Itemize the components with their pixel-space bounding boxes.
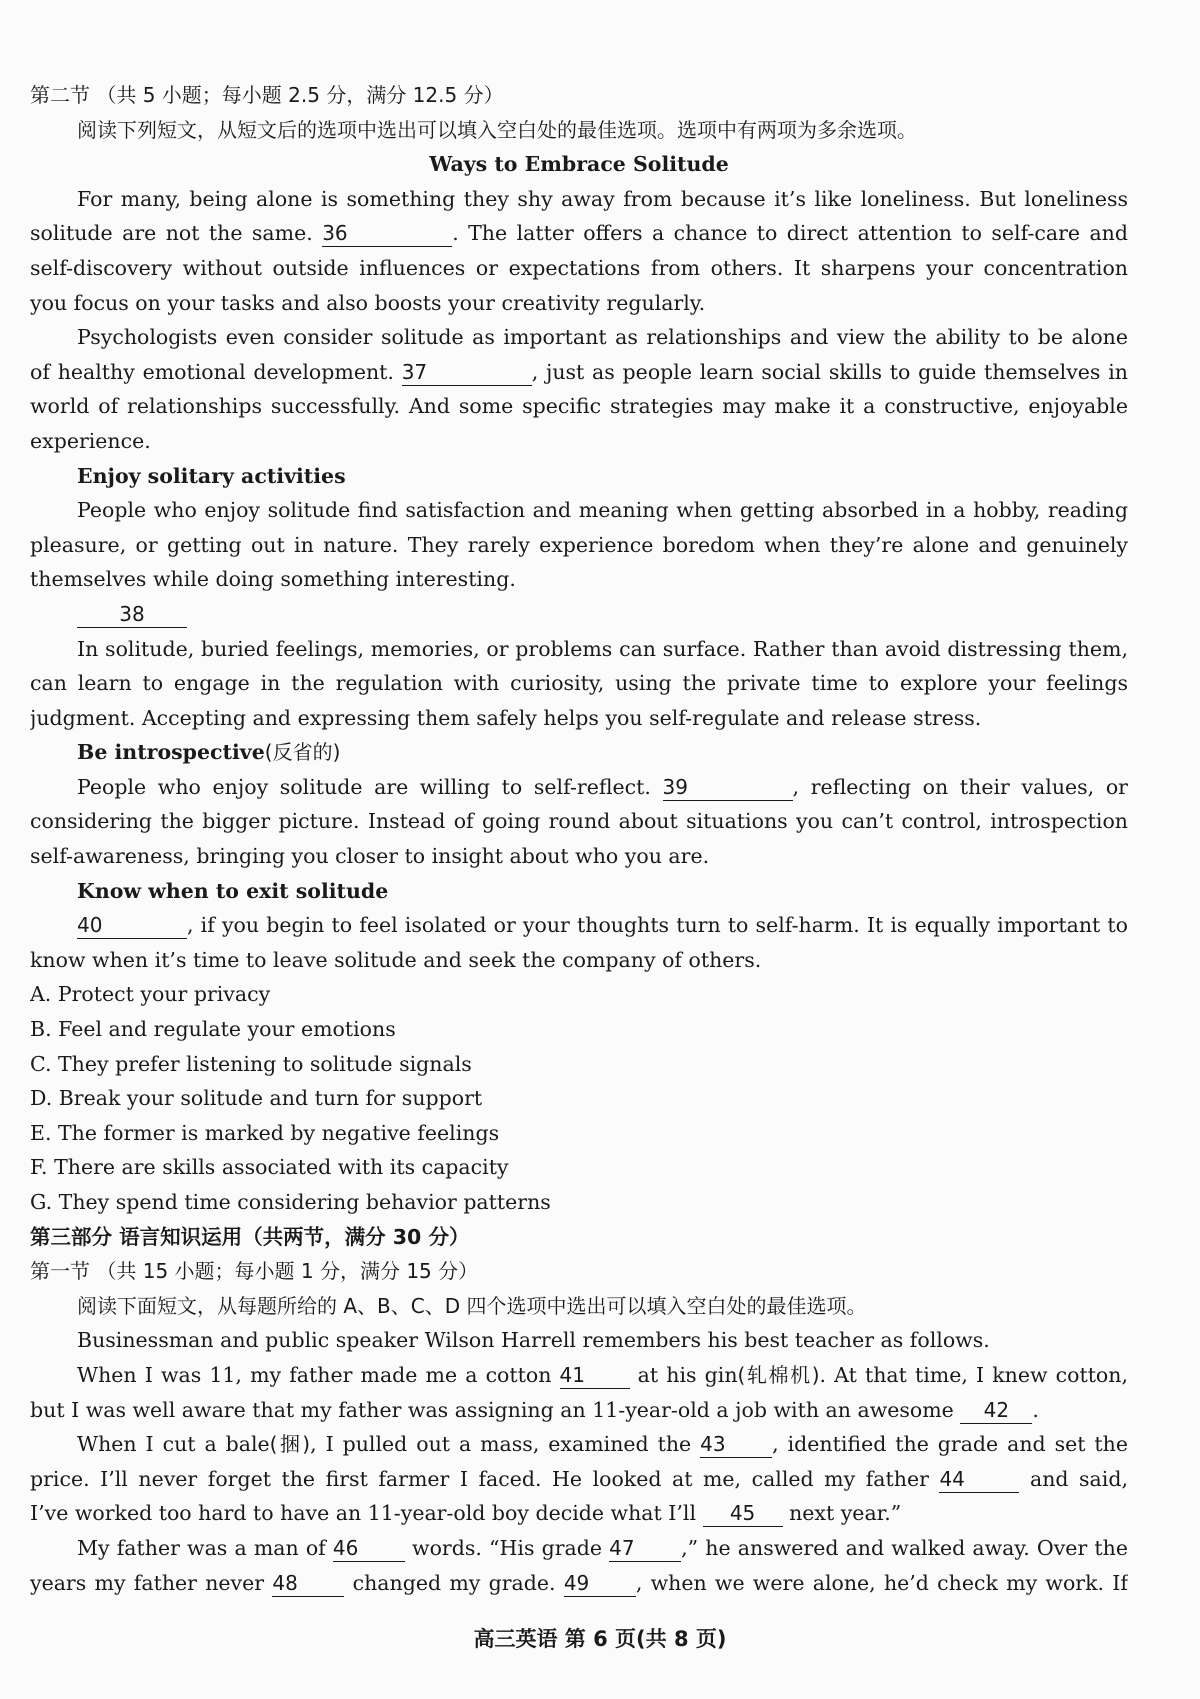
paragraph-line xyxy=(30,1496,1128,1531)
subheading xyxy=(30,735,1128,770)
passage-title: Ways to Embrace Solitude xyxy=(429,152,729,177)
subheading: Enjoy solitary activities xyxy=(77,463,346,488)
paragraph-line: judgment. Accepting and expressing them safely helps you self-regulate and release stress. xyxy=(30,705,982,730)
text: , I pulled out a mass, examined the xyxy=(310,1432,692,1457)
page-footer: 高三英语 第 6 页(共 8 页) xyxy=(473,1627,727,1651)
paragraph-line: In solitude, buried feelings, memories, or problems can surface. Rather than avoid distressing them, xyxy=(77,636,1128,661)
paragraph-line: pleasure, or getting out in nature. They rarely experience boredom when they’re alone and genuinely xyxy=(30,532,1128,557)
subheading-text: Be introspective xyxy=(77,740,265,765)
text: words. “His grade xyxy=(412,1535,603,1560)
text: , if you begin to feel isolated or your thoughts turn to self-harm. It is equally important to xyxy=(187,913,1128,938)
text: and said, xyxy=(1029,1466,1128,1491)
section-header: 第一节 （共 15 小题；每小题 1 分，满分 15 分） xyxy=(30,1259,479,1284)
option-c[interactable]: C. They prefer listening to solitude signals xyxy=(30,1051,472,1076)
option-d[interactable]: D. Break your solitude and turn for support xyxy=(30,1086,483,1111)
blank-48[interactable]: 48 xyxy=(272,1570,344,1597)
option-f[interactable]: F. There are skills associated with its capacity xyxy=(30,1155,509,1180)
text: . The latter offers a chance to direct attention to self-care and xyxy=(452,221,1128,246)
part-header: 第三部分 语言知识运用（共两节，满分 30 分） xyxy=(30,1224,470,1249)
text: . At that time, I knew cotton, xyxy=(819,1362,1128,1387)
text: , reflecting on their values, or xyxy=(792,774,1128,799)
text: . xyxy=(1032,1397,1039,1422)
text: When I cut a bale xyxy=(77,1432,270,1457)
paragraph-line: self-discovery without outside influences or expectations from others. It sharpens your concentration xyxy=(30,255,1128,280)
paragraph-line: you focus on your tasks and also boosts your creativity regularly. xyxy=(30,290,706,315)
paragraph-line xyxy=(30,908,1128,943)
option-a[interactable]: A. Protect your privacy xyxy=(30,982,271,1007)
section-instruction: 阅读下面短文，从每题所给的 A、B、C、D 四个选项中选出可以填入空白处的最佳选项。 xyxy=(77,1293,867,1318)
blank-43[interactable]: 43 xyxy=(700,1431,772,1458)
text: years my father never xyxy=(30,1570,265,1595)
paragraph-line: world of relationships successfully. And some specific strategies may make it a constructive, enjoyable xyxy=(30,394,1128,419)
paragraph-line xyxy=(30,1427,1128,1462)
text: , just as people learn social skills to guide themselves in xyxy=(531,359,1128,384)
blank-38[interactable]: 38 xyxy=(77,601,187,628)
blank-line xyxy=(30,597,1128,632)
paragraph-line: For many, being alone is something they shy away from because it’s like loneliness. But loneliness xyxy=(77,186,1128,211)
text: , identified the grade and set the xyxy=(772,1432,1128,1457)
text: , when we were alone, he’d check my work. If xyxy=(635,1570,1128,1595)
blank-37[interactable]: 37 xyxy=(402,359,532,386)
subheading-note: (反省的) xyxy=(264,740,341,765)
text: ,” he answered and walked away. Over the xyxy=(681,1535,1128,1560)
text: next year.” xyxy=(789,1501,902,1526)
section-header: 第二节 （共 5 小题；每小题 2.5 分，满分 12.5 分） xyxy=(30,83,504,107)
text-note: (轧棉机) xyxy=(737,1362,820,1387)
text: but I was well aware that my father was assigning an 11-year-old a job with an awesome xyxy=(30,1397,954,1422)
paragraph-line xyxy=(30,770,1128,805)
option-g[interactable]: G. They spend time considering behavior patterns xyxy=(30,1190,551,1214)
text: People who enjoy solitude are willing to self-reflect. xyxy=(77,774,651,799)
paragraph-line: considering the bigger picture. Instead of going round about situations you can’t control, introspection xyxy=(30,809,1128,834)
paragraph-line: themselves while doing something interesting. xyxy=(30,567,516,592)
blank-45[interactable]: 45 xyxy=(703,1500,783,1527)
paragraph-line xyxy=(30,1531,1128,1566)
text: at his gin xyxy=(637,1362,738,1387)
paragraph-line xyxy=(30,1358,1128,1393)
paragraph-line: Businessman and public speaker Wilson Harrell remembers his best teacher as follows. xyxy=(77,1328,990,1353)
blank-40[interactable]: 40 xyxy=(77,912,187,939)
subheading: Know when to exit solitude xyxy=(77,878,389,903)
paragraph-line: know when it’s time to leave solitude and seek the company of others. xyxy=(30,947,762,972)
paragraph-line xyxy=(30,1462,1128,1497)
paragraph-line: experience. xyxy=(30,428,151,453)
text: of healthy emotional development. xyxy=(30,359,394,384)
blank-49[interactable]: 49 xyxy=(564,1570,636,1597)
paragraph-line xyxy=(30,216,1128,251)
blank-44[interactable]: 44 xyxy=(939,1466,1019,1493)
blank-42[interactable]: 42 xyxy=(960,1397,1032,1424)
option-e[interactable]: E. The former is marked by negative feelings xyxy=(30,1120,500,1145)
paragraph-line xyxy=(30,1393,1128,1428)
text: solitude are not the same. xyxy=(30,221,313,246)
paragraph-line: Psychologists even consider solitude as important as relationships and view the ability to be alone xyxy=(77,325,1128,350)
paragraph-line xyxy=(30,1566,1128,1601)
text: My father was a man of xyxy=(77,1535,326,1560)
text: When I was 11, my father made me a cotton xyxy=(77,1362,552,1387)
text-note: (捆) xyxy=(269,1432,311,1457)
blank-39[interactable]: 39 xyxy=(663,774,793,801)
paragraph-line xyxy=(30,355,1128,390)
paragraph-line: can learn to engage in the regulation with curiosity, using the private time to explore your feelings xyxy=(30,671,1128,696)
text: price. I’ll never forget the first farmer I faced. He looked at me, called my father xyxy=(30,1466,929,1491)
blank-47[interactable]: 47 xyxy=(609,1535,681,1562)
option-b[interactable]: B. Feel and regulate your emotions xyxy=(30,1017,396,1042)
paragraph-line: People who enjoy solitude find satisfaction and meaning when getting absorbed in a hobby, reading xyxy=(77,498,1128,523)
blank-36[interactable]: 36 xyxy=(322,220,452,247)
text: changed my grade. xyxy=(352,1570,556,1595)
blank-41[interactable]: 41 xyxy=(560,1362,630,1389)
text: I’ve worked too hard to have an 11-year-old boy decide what I’ll xyxy=(30,1501,697,1526)
section-instruction: 阅读下列短文，从短文后的选项中选出可以填入空白处的最佳选项。选项中有两项为多余选项。 xyxy=(77,117,917,142)
paragraph-line: self-awareness, bringing you closer to insight about who you are. xyxy=(30,844,710,869)
blank-46[interactable]: 46 xyxy=(333,1535,405,1562)
